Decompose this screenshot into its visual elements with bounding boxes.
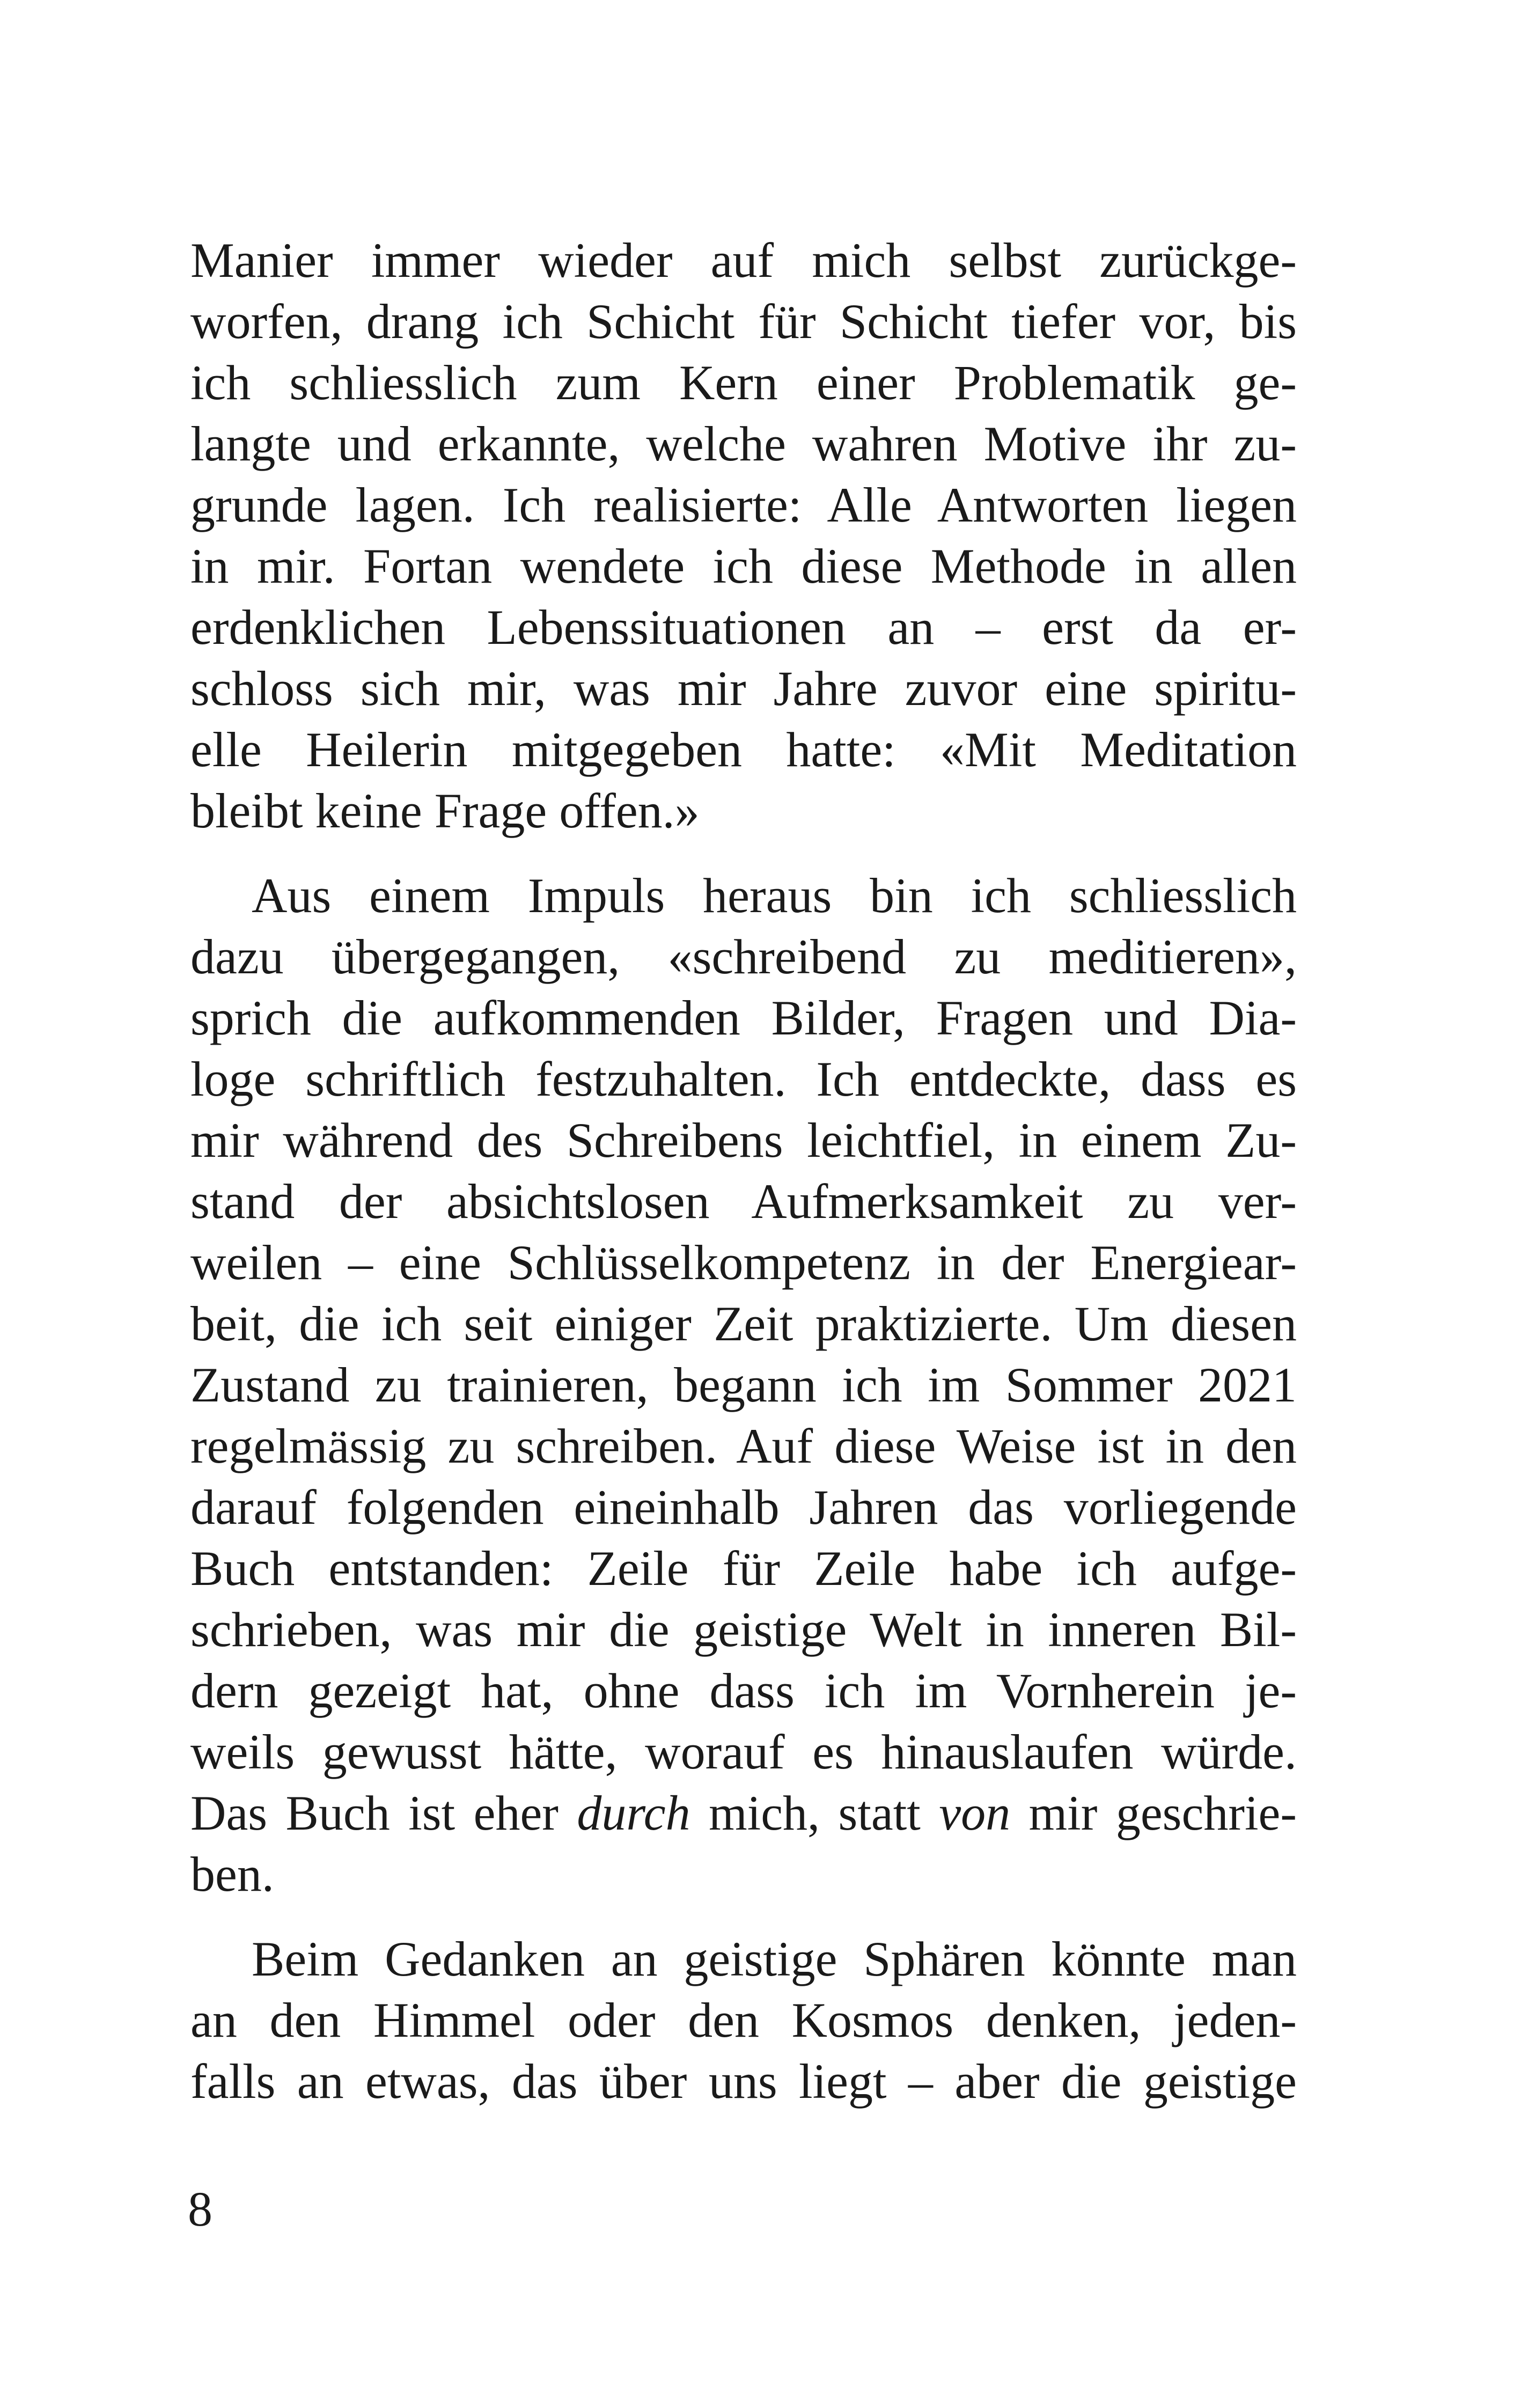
text-fragment: mir geschrie- [1010,1786,1297,1840]
paragraph-gap [190,1905,1297,1928]
text-line: regelmässig zu schreiben. Auf diese Weise ist in den [190,1419,1297,1473]
paragraph-2 [190,865,1297,1905]
text-line: bleibt keine Frage offen.» [190,783,700,838]
text-line: schloss sich mir, was mir Jahre zuvor eine spiritu- [190,661,1297,716]
text-line: Manier immer wieder auf mich selbst zurückge- [190,233,1297,288]
text-line: sprich die aufkommenden Bilder, Fragen und Dia- [190,990,1297,1045]
text-line: langte und erkannte, welche wahren Motive ihr zu- [190,416,1297,471]
text-line: dern gezeigt hat, ohne dass ich im Vornherein je- [190,1663,1297,1718]
text-line: Buch entstanden: Zeile für Zeile habe ich aufge- [190,1541,1297,1596]
text-line: weils gewusst hätte, worauf es hinauslaufen würde. [190,1724,1297,1779]
paragraph-1 [190,230,1297,841]
text-fragment: mich, statt [690,1786,939,1840]
text-line: elle Heilerin mitgegeben hatte: «Mit Meditation [190,722,1297,777]
paragraph-3 [190,1928,1297,2112]
text-line: worfen, drang ich Schicht für Schicht tiefer vor, bis [190,294,1297,349]
text-line: ich schliesslich zum Kern einer Problematik ge- [190,355,1297,410]
text-line: Beim Gedanken an geistige Sphären könnte man [252,1932,1297,1986]
text-line: Zustand zu trainieren, begann ich im Sommer 2021 [190,1357,1297,1412]
body-text [190,230,1297,2112]
text-line: grunde lagen. Ich realisierte: Alle Antworten liegen [190,478,1297,532]
italic-word: durch [577,1786,690,1840]
text-line: ben. [190,1847,274,1902]
text-line: falls an etwas, das über uns liegt – aber die geistige [190,2054,1297,2109]
text-line: weilen – eine Schlüsselkompetenz in der Energiear- [190,1235,1297,1290]
text-line: mir während des Schreibens leichtfiel, in einem Zu- [190,1113,1297,1168]
paragraph-gap [190,841,1297,865]
text-line: beit, die ich seit einiger Zeit praktizierte. Um diesen [190,1296,1297,1351]
text-line: Aus einem Impuls heraus bin ich schliesslich [252,868,1297,923]
text-line: darauf folgenden eineinhalb Jahren das vorliegende [190,1480,1297,1535]
text-line: dazu übergegangen, «schreibend zu meditieren», [190,929,1297,984]
text-line: in mir. Fortan wendete ich diese Methode in allen [190,539,1297,593]
text-line: stand der absichtslosen Aufmerksamkeit zu ver- [190,1174,1297,1229]
page-number: 8 [188,2182,212,2236]
text-fragment: Das Buch ist eher [190,1786,577,1840]
italic-word: von [939,1786,1011,1840]
text-line: schrieben, was mir die geistige Welt in inneren Bil- [190,1602,1297,1657]
text-line-with-italics [190,1782,1297,1844]
text-line: erdenklichen Lebenssituationen an – erst da er- [190,600,1297,655]
text-line: loge schriftlich festzuhalten. Ich entdeckte, dass es [190,1052,1297,1106]
text-line: an den Himmel oder den Kosmos denken, jeden- [190,1993,1297,2047]
